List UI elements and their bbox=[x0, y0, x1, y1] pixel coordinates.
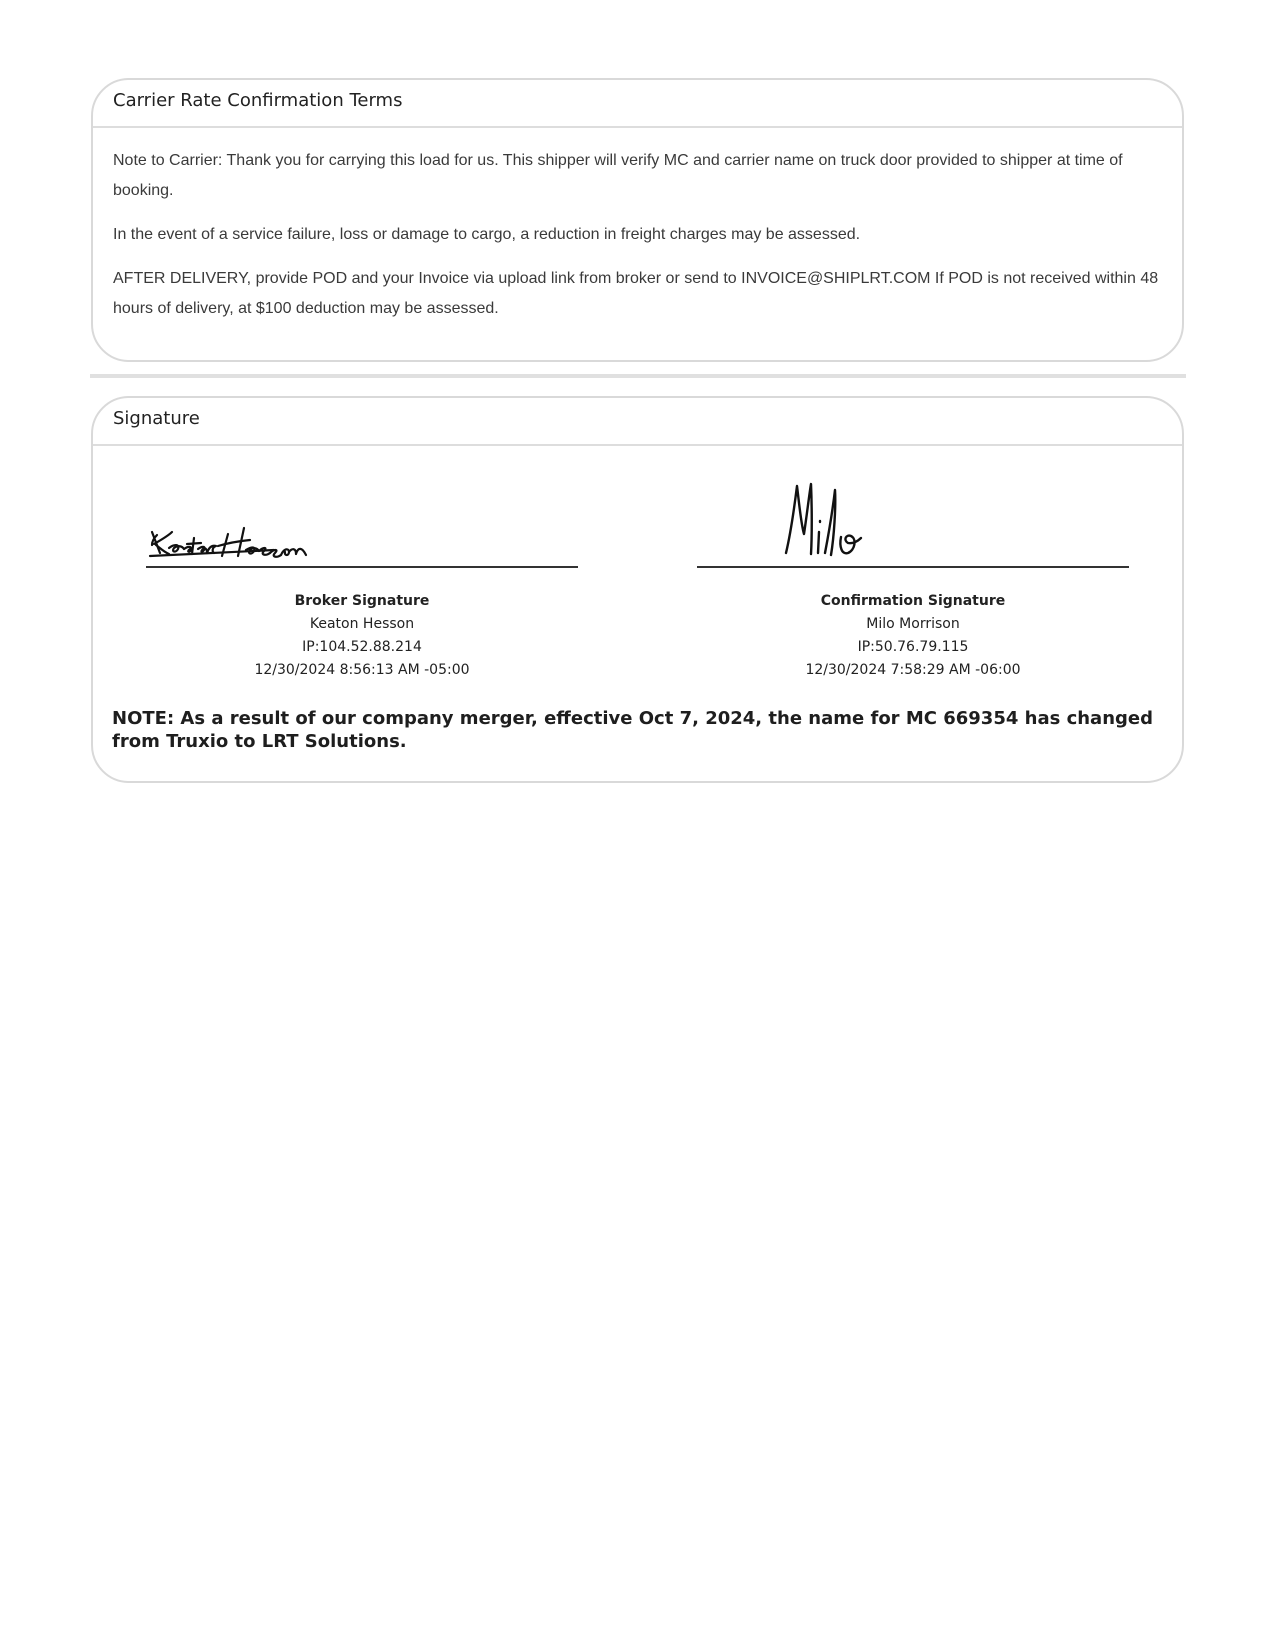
terms-paragraph-after-delivery: AFTER DELIVERY, provide POD and your Invoice via upload link from broker or send to INVOICE@SHIPLRT.COM If POD is not received within 48 hours of delivery, at $100 deduction may be assessed. bbox=[113, 270, 1159, 317]
terms-paragraph-service-failure: In the event of a service failure, loss or damage to cargo, a reduction in freight charges may be assessed. bbox=[113, 226, 861, 243]
confirmation-signature-label: Confirmation Signature bbox=[820, 593, 1006, 609]
confirmation-signature-block bbox=[697, 452, 1129, 684]
broker-signature-line bbox=[146, 566, 578, 568]
broker-ip: IP:104.52.88.214 bbox=[302, 639, 422, 655]
confirmation-handwritten-signature bbox=[697, 452, 1129, 567]
confirmation-name: Milo Morrison bbox=[866, 616, 960, 632]
confirmation-signature-details bbox=[697, 590, 1129, 682]
broker-signature-details bbox=[146, 590, 578, 682]
confirmation-timestamp: 12/30/2024 7:58:29 AM -06:00 bbox=[805, 662, 1021, 678]
broker-signature-label: Broker Signature bbox=[294, 593, 430, 609]
signature-title: Signature bbox=[93, 398, 1182, 446]
carrier-terms-title: Carrier Rate Confirmation Terms bbox=[93, 80, 1182, 128]
broker-signature-block bbox=[146, 452, 578, 684]
broker-handwritten-signature bbox=[146, 452, 578, 567]
broker-name: Keaton Hesson bbox=[309, 616, 415, 632]
carrier-terms-card bbox=[91, 78, 1184, 362]
section-divider bbox=[90, 374, 1186, 378]
confirmation-ip: IP:50.76.79.115 bbox=[857, 639, 969, 655]
confirmation-signature-line bbox=[697, 566, 1129, 568]
broker-timestamp: 12/30/2024 8:56:13 AM -05:00 bbox=[254, 662, 470, 678]
carrier-terms-body bbox=[93, 128, 1182, 324]
terms-paragraph-note-to-carrier: Note to Carrier: Thank you for carrying this load for us. This shipper will verify MC and carrier name on truck door provided to shipper at time of booking. bbox=[113, 152, 1123, 199]
merger-note: NOTE: As a result of our company merger, effective Oct 7, 2024, the name for MC 669354 has changed from Truxio to LRT Solutions. bbox=[112, 708, 1153, 752]
